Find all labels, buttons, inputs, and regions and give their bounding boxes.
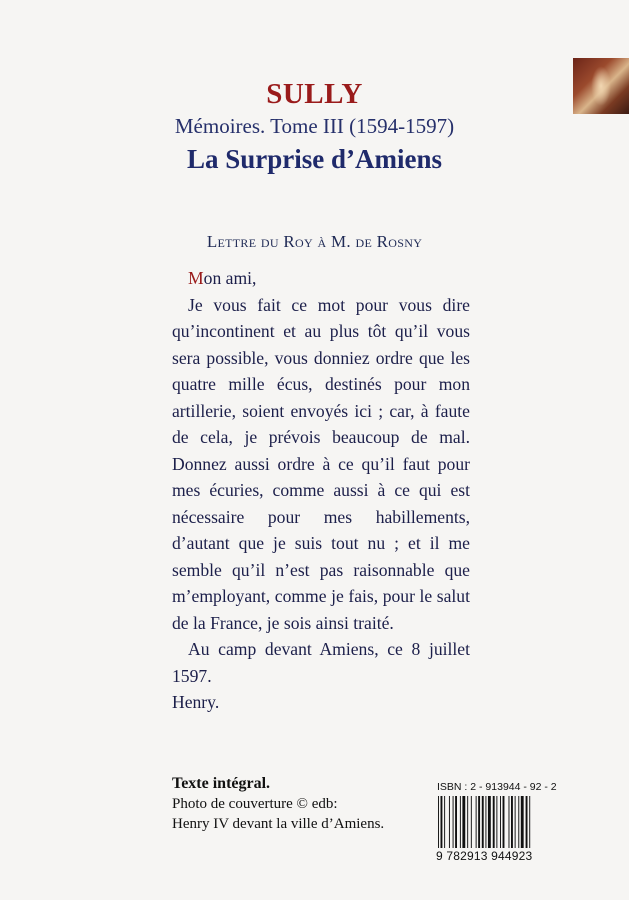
letter-salutation [172, 265, 470, 292]
barcode-bar [485, 796, 486, 848]
barcode-bar [488, 796, 491, 848]
barcode-bar [511, 796, 513, 848]
barcode-bar [478, 796, 480, 848]
barcode-bar [455, 796, 457, 848]
complete-text-label: Texte intégral. [172, 775, 271, 792]
barcode-bar [493, 796, 495, 848]
barcode-bar [441, 796, 443, 848]
letter-body: Je vous fait ce mot pour vous dire qu’incontinent et au plus tôt qu’il vous sera possible, vous donniez ordre que les quatre mille écus, destinés pour mon artillerie, soient envoyés ici ; car, à faute de cela, je prévois beaucoup de mal. Donnez aussi ordre à ce qu’il faut pour mes écuries, comme aussi à ce qui est nécessaire pour mes habillements, d’autant que je suis tout nu ; et il me semble qu’il n’est pas raisonnable que m’employant, comme je fais, pour le salut de la France, je sois ainsi traité. [172, 294, 470, 633]
barcode-bar [500, 796, 501, 848]
barcode-bar [444, 796, 445, 848]
barcode-bar [449, 796, 450, 848]
salutation-rest: on ami, [203, 268, 257, 288]
barcode-image [437, 796, 558, 848]
cover-credits [172, 774, 384, 834]
photo-caption: Henry IV devant la ville d’Amiens. [172, 816, 385, 832]
letter-dateline: Au camp devant Amiens, ce 8 juillet 1597. [172, 639, 470, 686]
barcode-bar [467, 796, 468, 848]
letter-text [172, 265, 470, 716]
barcode-bar [529, 796, 530, 848]
barcode-bar [509, 796, 510, 848]
barcode-bar [526, 796, 528, 848]
barcode-bar [518, 796, 519, 848]
book-subtitle: Mémoires. Tome III (1594-1597) [174, 114, 455, 138]
barcode-bar [503, 796, 505, 848]
barcode-bar [438, 796, 439, 848]
barcode-bar [515, 796, 516, 848]
barcode-bar [471, 796, 472, 848]
barcode-bar [462, 796, 465, 848]
letter-heading: Lettre du Roy à M. de Rosny [206, 232, 423, 251]
book-title: La Surprise d’Amiens [186, 144, 443, 174]
book-author: SULLY [266, 78, 363, 110]
barcode-bar [496, 796, 497, 848]
barcode-bar [453, 796, 454, 848]
barcode-bar [460, 796, 461, 848]
barcode-bar [521, 796, 524, 848]
photo-credit: Photo de couverture © edb: [172, 796, 338, 812]
letter-signature: Henry. [172, 692, 220, 712]
barcode-bar [476, 796, 477, 848]
barcode-digits: 9 782913 944923 [436, 849, 533, 863]
salutation-initial: M [188, 268, 204, 288]
barcode-bar [482, 796, 484, 848]
isbn-number: ISBN : 2 - 913944 - 92 - 2 [437, 781, 557, 793]
